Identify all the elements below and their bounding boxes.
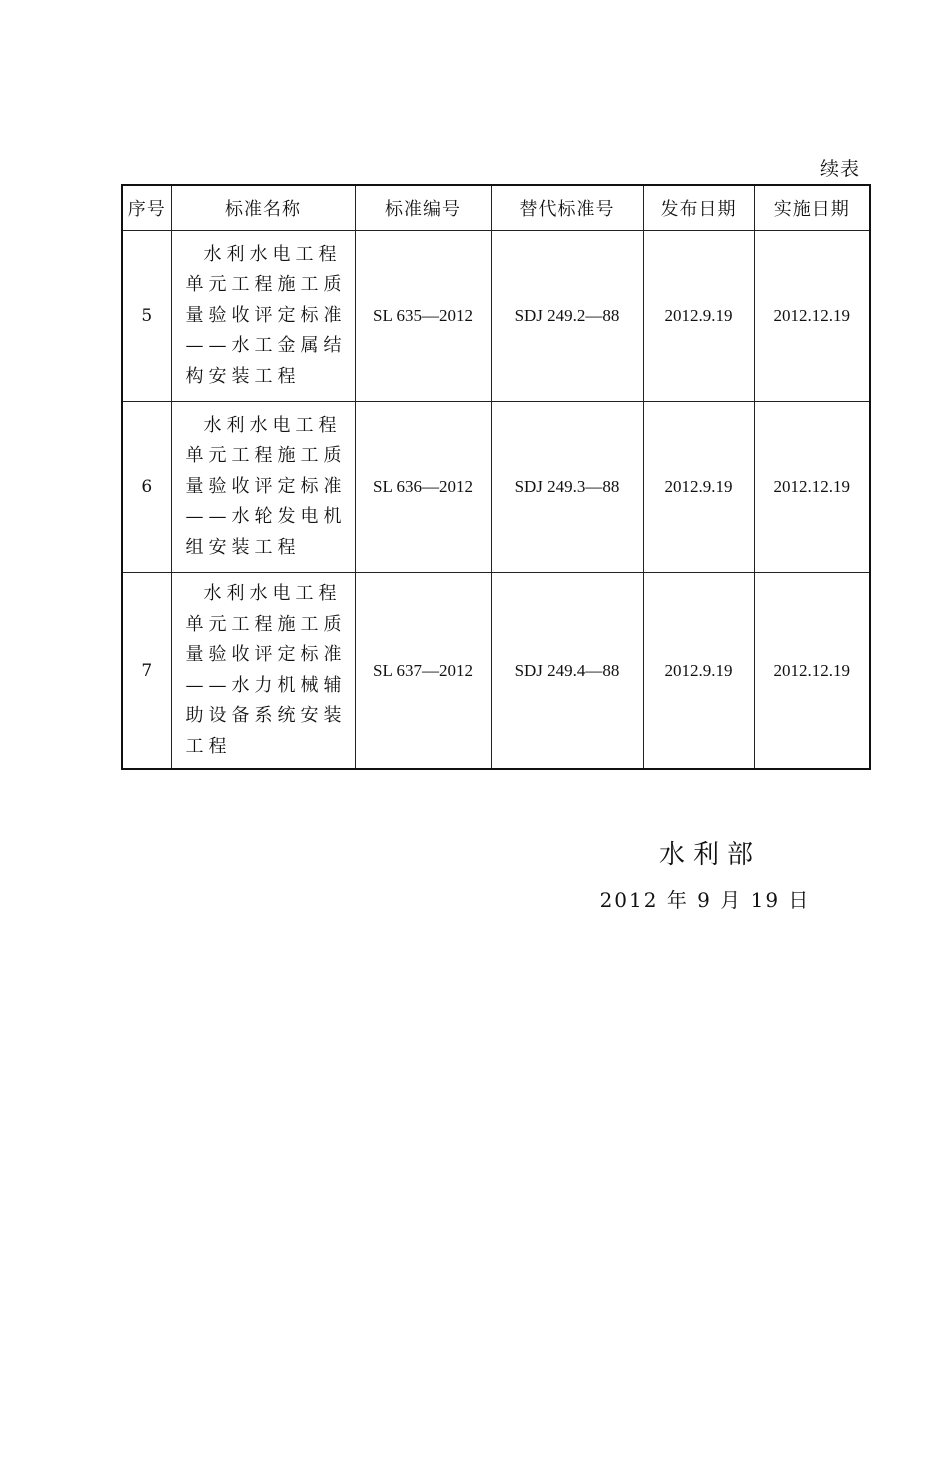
standard-name-line: 水利水电工程 [203, 243, 342, 265]
header-no: 序号 [122, 185, 171, 231]
standard-name-line: 水利水电工程 [203, 414, 342, 436]
standard-name-line: 单元工程施工质 [185, 613, 347, 635]
standard-name-line: ——水力机械辅 [185, 674, 347, 696]
row-number: 6 [122, 402, 171, 573]
header-effective: 实施日期 [754, 185, 870, 231]
standard-code: SL 635—2012 [355, 231, 491, 402]
standard-name [171, 402, 355, 573]
standard-name [171, 231, 355, 402]
header-published: 发布日期 [643, 185, 754, 231]
standards-table [121, 184, 871, 770]
standard-name-line: 量验收评定标准 [185, 644, 347, 665]
standard-name-line: 组安装工程 [185, 536, 301, 558]
standard-name-line: 单元工程施工质 [185, 274, 347, 296]
issue-date: 2012 年 9 月 19 日 [599, 888, 811, 912]
header-code: 标准编号 [355, 185, 491, 231]
standard-code: SL 636—2012 [355, 402, 491, 573]
publish-date: 2012.9.19 [643, 402, 754, 573]
publish-date: 2012.9.19 [643, 231, 754, 402]
effective-date: 2012.12.19 [754, 573, 870, 770]
standard-name-line: 工程 [185, 735, 232, 757]
table-caption: 续表 [819, 158, 860, 180]
table-row [122, 231, 870, 402]
standard-name-line: ——水轮发电机 [185, 506, 347, 528]
standard-name-line: 量验收评定标准 [185, 304, 347, 326]
table-header-row [122, 185, 870, 231]
standard-name-line: 量验收评定标准 [185, 475, 347, 497]
standard-name-line: ——水工金属结 [185, 335, 347, 357]
standard-name-line: 助设备系统安装 [185, 705, 347, 726]
replaced-standard: SDJ 249.3—88 [491, 402, 643, 573]
table-row [122, 402, 870, 573]
publish-date: 2012.9.19 [643, 573, 754, 770]
standard-name [171, 573, 355, 770]
standard-name-line: 水利水电工程 [203, 583, 342, 604]
replaced-standard: SDJ 249.4—88 [491, 573, 643, 770]
row-number: 5 [122, 231, 171, 402]
standard-name-line: 单元工程施工质 [185, 445, 347, 467]
standard-name-line: 构安装工程 [185, 365, 301, 387]
table-row [122, 573, 870, 770]
replaced-standard: SDJ 249.2—88 [491, 231, 643, 402]
header-name: 标准名称 [171, 185, 355, 231]
effective-date: 2012.12.19 [754, 402, 870, 573]
issuing-authority: 水利部 [658, 840, 761, 870]
header-replaces: 替代标准号 [491, 185, 643, 231]
effective-date: 2012.12.19 [754, 231, 870, 402]
row-number: 7 [122, 573, 171, 770]
standard-code: SL 637—2012 [355, 573, 491, 770]
